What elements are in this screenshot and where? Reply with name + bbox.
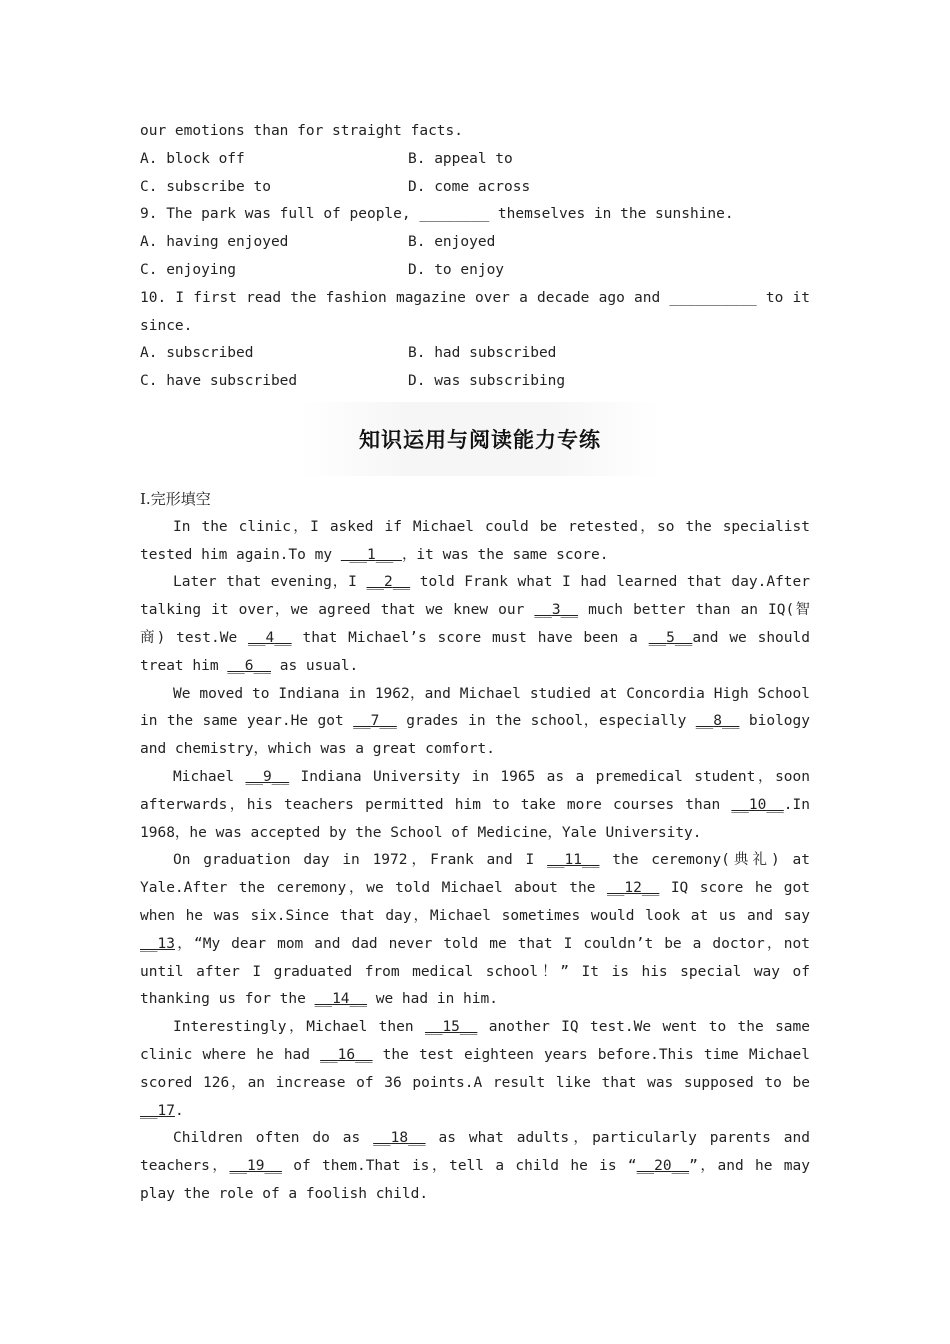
blank: __4__ [248, 629, 292, 646]
blank: __5__ [648, 629, 693, 646]
text-run: 19 [247, 1158, 265, 1175]
text-run: Children often do as [173, 1130, 374, 1147]
option: A. subscribed [140, 345, 254, 362]
text-run: as what adults，particularly parents and teachers， [140, 1130, 810, 1175]
text-run: Interestingly，Michael then [173, 1019, 425, 1036]
blank: __19__ [229, 1158, 282, 1175]
section-title-banner [300, 402, 660, 476]
text-run: ”，and he may play the role of a foolish child. [140, 1158, 810, 1202]
cloze-paragraph-6 [140, 1014, 810, 1125]
option: C. subscribe to [140, 178, 271, 195]
blank: __13 [140, 935, 175, 952]
worksheet-page [140, 118, 819, 1209]
text-run: biology and chemistry，which was a great comfort. [140, 713, 811, 758]
cloze-heading: Ⅰ.完形填空 [140, 489, 211, 508]
text-run: that Michael’s score must have been a [291, 629, 649, 646]
text-run: 13 [157, 935, 175, 952]
text-run: the ceremony(典礼) at Yale.After the ceremony，we told Michael about the [140, 852, 810, 897]
blank: __17 [140, 1102, 175, 1119]
blank: __1__ [340, 546, 402, 563]
cloze-paragraph-1 [140, 514, 810, 570]
text-run: 14 [332, 991, 350, 1008]
question-8-options-row1 [140, 146, 810, 174]
text-run: IQ score he got when he was six.Since that day，Michael sometimes would look at us and say [140, 880, 810, 924]
blank: __14__ [314, 991, 368, 1008]
cloze-paragraph-7 [140, 1125, 810, 1208]
text-run: ，it was the same score. [401, 546, 609, 563]
text-run: . [174, 1102, 184, 1119]
text-run: 16 [337, 1046, 356, 1063]
text-run: much better than an IQ(智商) test.We [140, 602, 810, 646]
question-8-options-row2 [140, 174, 810, 202]
blank: __11__ [547, 852, 600, 869]
text-run: 4 [265, 629, 275, 646]
text-run: 15 [442, 1019, 460, 1036]
blank: __15__ [424, 1019, 478, 1036]
text-run: 11 [564, 852, 583, 869]
cloze-paragraph-5 [140, 847, 810, 1014]
blank: __6__ [227, 657, 271, 674]
question-10-options-row1 [140, 340, 810, 368]
cloze-paragraph-2 [140, 569, 810, 680]
text-run: 7 [370, 713, 380, 730]
text-run: grades in the school，especially [396, 713, 696, 730]
text-run: and we should treat him [140, 629, 810, 674]
text-run: another IQ test.We went to the same clinic where he had [140, 1019, 810, 1063]
blank: __2__ [366, 574, 411, 591]
text-run: the test eighteen years before.This time Michael scored 126，an increase of 36 points.A result like that was supposed to be [140, 1046, 810, 1091]
blank: __20__ [636, 1158, 690, 1175]
text-run: We moved to Indiana in 1962，and Michael studied at Concordia High School in the same year.He got [140, 685, 810, 730]
option: C. enjoying [140, 261, 237, 278]
blank: __18__ [373, 1130, 426, 1147]
question-10-stem: 10. I first read the fashion magazine over a decade ago and __________ to it since. [140, 289, 819, 334]
option: D. come across [408, 178, 531, 195]
cloze-paragraph-3 [140, 681, 810, 764]
text-run: Michael [173, 768, 246, 785]
option: B. appeal to [408, 150, 513, 167]
blank: __7__ [353, 713, 397, 730]
option: A. block off [140, 150, 245, 167]
section-title: 知识运用与阅读能力专练 [359, 427, 601, 452]
text-run: 12 [624, 880, 642, 897]
cloze-paragraph-4 [140, 764, 810, 847]
text-run: Later that evening，I [173, 574, 367, 591]
blank: __3__ [534, 602, 579, 619]
text-run: In the clinic，I asked if Michael could be retested，so the specialist tested him again.To my [140, 518, 810, 563]
text-run: 3 [551, 602, 561, 619]
text-run: 6 [244, 657, 254, 674]
question-9-options-row2 [140, 257, 810, 285]
text-run: we had in him. [367, 991, 498, 1008]
question-10-options-row2 [140, 368, 810, 396]
blank: __10__ [731, 796, 784, 813]
text-run: .In 1968，he was accepted by the School of Medicine，Yale University. [140, 796, 810, 841]
option: D. to enjoy [408, 261, 505, 278]
blank: __9__ [245, 768, 290, 785]
option: D. was subscribing [408, 373, 566, 390]
blank: __8__ [695, 713, 740, 730]
text-run: 20 [654, 1158, 672, 1175]
text-run: 5 [666, 629, 675, 646]
question-8-tail: our emotions than for straight facts. [140, 123, 464, 139]
text-run: ，“My dear mom and dad never told me that I couldn’t be a doctor，not until after I graduated from medical school！” It is his special way of thanking us for the [140, 935, 810, 1008]
text-run: 2 [383, 574, 393, 591]
option: B. enjoyed [408, 234, 496, 251]
question-9-stem: 9. The park was full of people, ________ themselves in the sunshine. [140, 206, 734, 223]
option: A. having enjoyed [140, 234, 289, 251]
text-run: 9 [262, 768, 272, 785]
text-run: 8 [713, 713, 722, 730]
question-9-options-row1 [140, 229, 810, 257]
option: B. had subscribed [408, 345, 557, 362]
blank: __16__ [320, 1046, 373, 1063]
text-run: 18 [390, 1130, 409, 1147]
text-run: On graduation day in 1972，Frank and I [173, 852, 548, 869]
text-run: of them.That is，tell a child he is “ [281, 1158, 637, 1175]
option: C. have subscribed [140, 373, 298, 390]
text-run: Indiana University in 1965 as a premedical student，soon afterwards，his teachers permitted him to take more courses than [140, 768, 810, 813]
blank: __12__ [606, 880, 660, 897]
text-run: as usual. [270, 657, 359, 674]
text-run: 17 [157, 1102, 175, 1119]
text-run: 1 [367, 546, 376, 563]
text-run: told Frank what I had learned that day.After talking it over，we agreed that we knew our [140, 574, 810, 619]
text-run: 10 [748, 796, 767, 813]
